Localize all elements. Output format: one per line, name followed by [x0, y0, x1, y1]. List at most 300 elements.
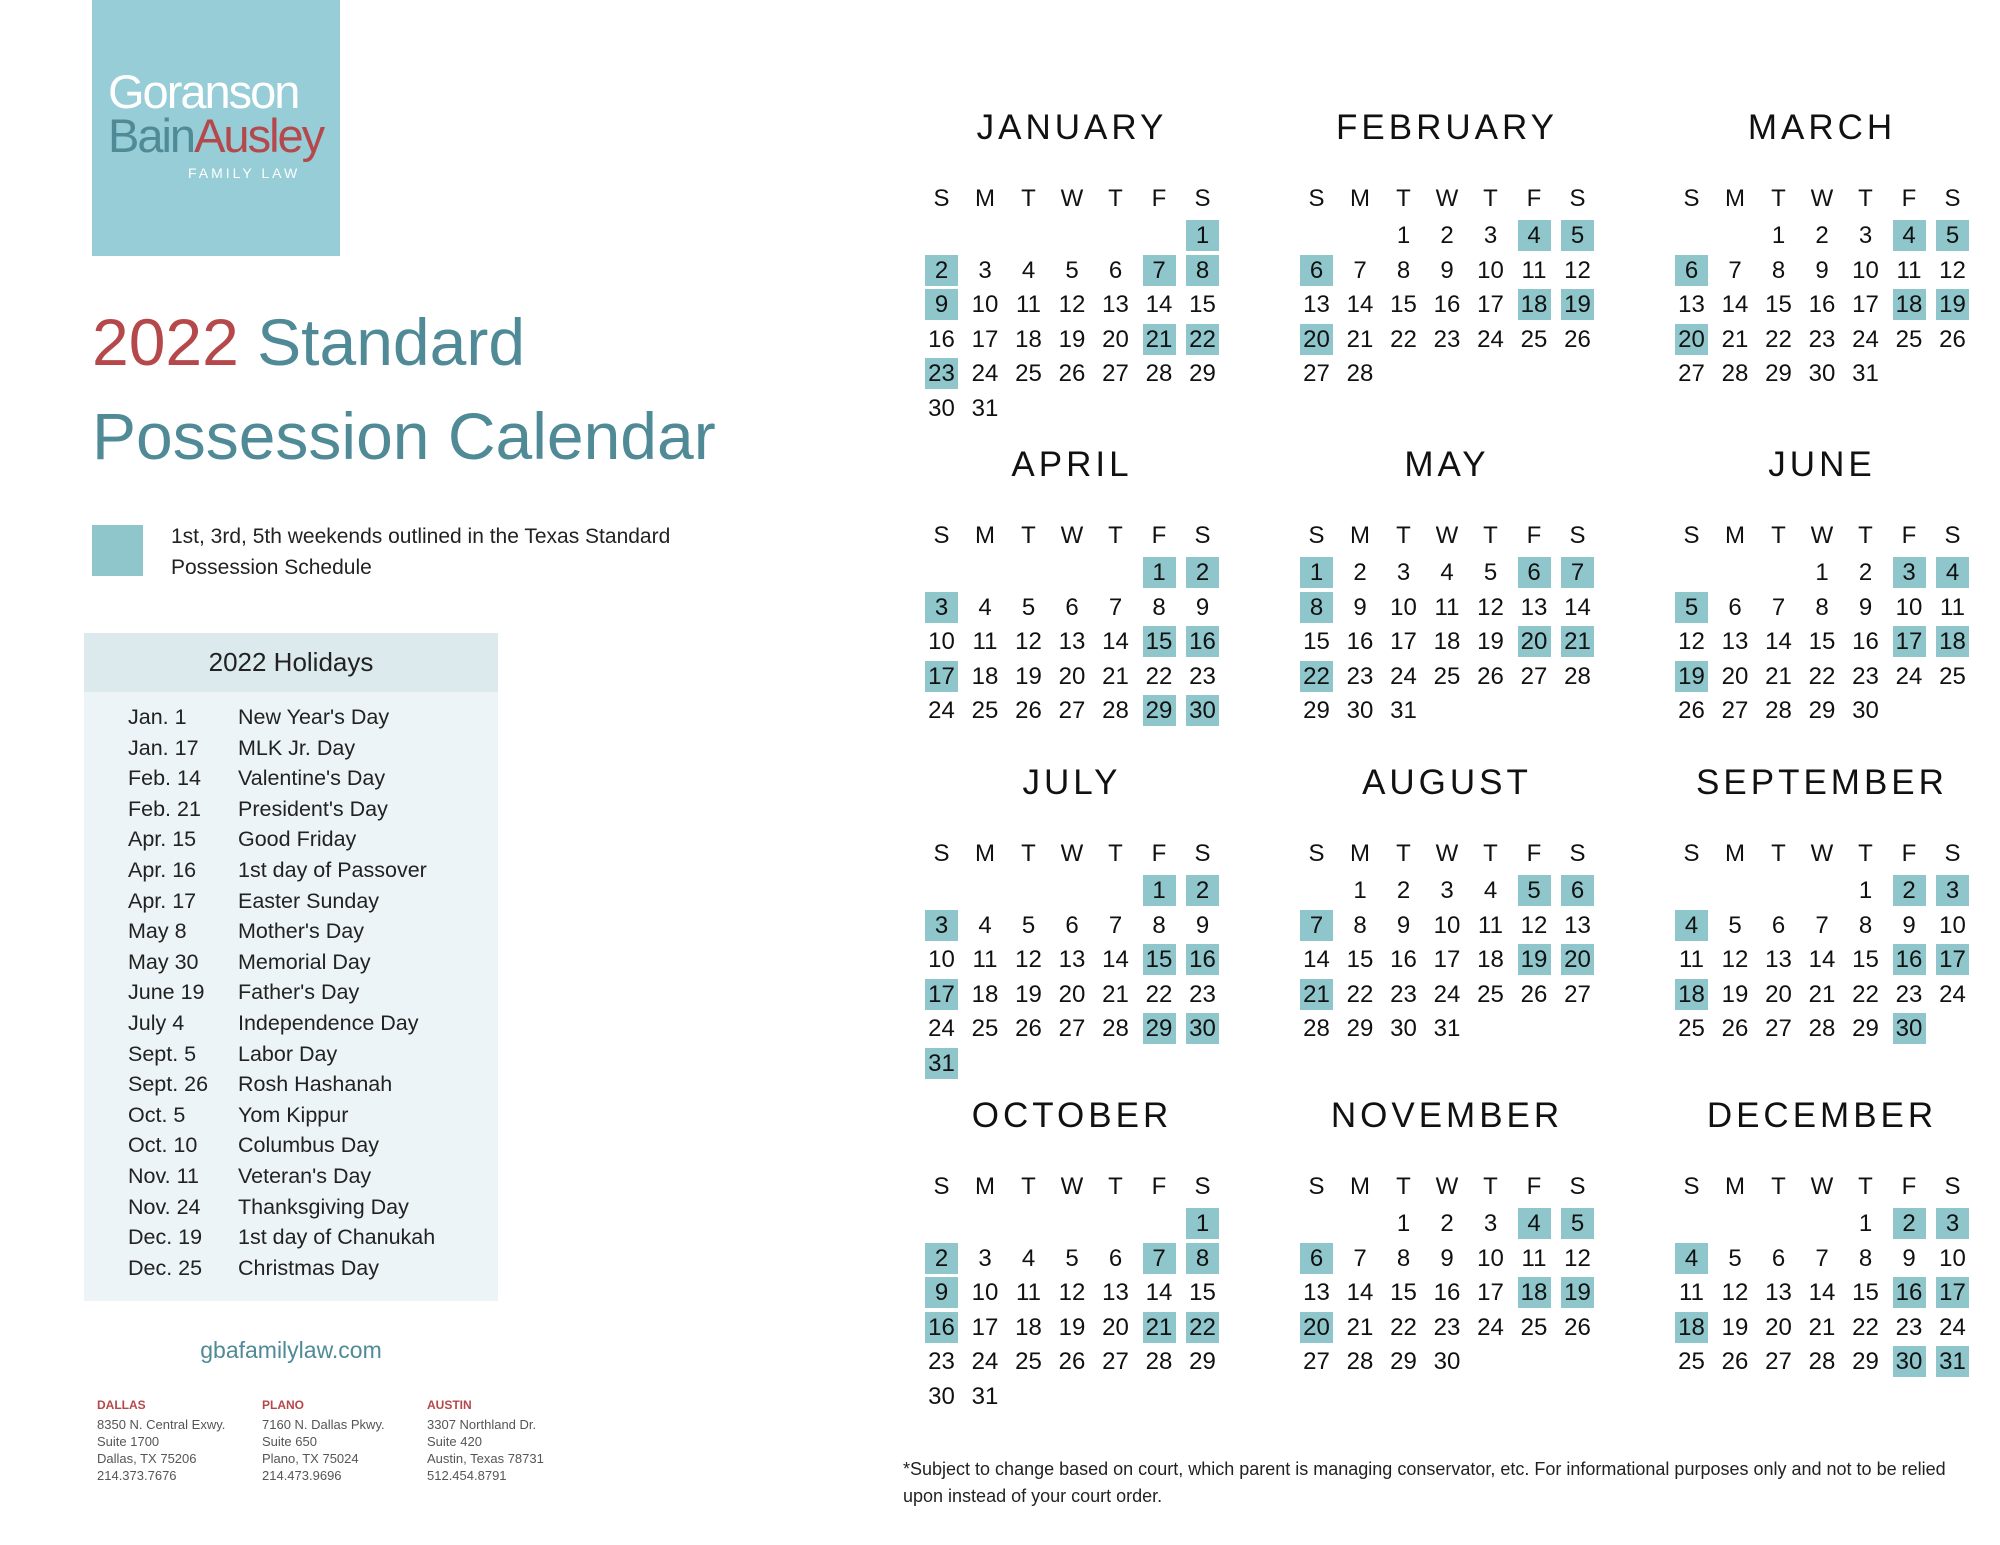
- day-cell: 18: [971, 662, 999, 690]
- holiday-date: Nov. 24: [128, 1194, 201, 1219]
- day-cell: 14: [1102, 628, 1129, 656]
- holiday-name: Good Friday: [238, 827, 357, 852]
- office-austin: [427, 1397, 544, 1484]
- day-cell-highlighted: 18: [1675, 979, 1708, 1010]
- day-cell: 11: [972, 946, 998, 974]
- day-cell: 4: [1021, 256, 1036, 284]
- weekday-header: T: [1771, 185, 1786, 212]
- day-cell: 9: [1195, 911, 1210, 939]
- day-cell: 10: [928, 946, 955, 974]
- day-cell: 16: [1433, 291, 1461, 319]
- day-cell: 26: [1721, 1348, 1749, 1376]
- day-cell: 15: [1390, 1279, 1417, 1307]
- day-cell: 24: [1477, 1313, 1504, 1341]
- day-cell: 28: [1721, 360, 1749, 388]
- day-cell-highlighted: 9: [925, 1277, 958, 1308]
- day-cell: 29: [1189, 1348, 1216, 1376]
- weekday-header: F: [1151, 840, 1167, 867]
- day-cell-highlighted: 18: [1936, 626, 1969, 657]
- day-cell: 12: [1058, 291, 1086, 319]
- day-cell: 15: [1808, 628, 1836, 656]
- day-cell-highlighted: 1: [1186, 1208, 1219, 1239]
- day-cell: 3: [978, 1244, 992, 1272]
- day-cell-highlighted: 2: [1893, 875, 1926, 906]
- day-cell: 21: [1721, 325, 1749, 353]
- holiday-name: 1st day of Passover: [238, 858, 427, 882]
- logo-line1: Goranson: [108, 65, 299, 118]
- day-cell: 5: [1065, 1244, 1079, 1272]
- day-cell-highlighted: 3: [1893, 557, 1926, 588]
- day-cell: 25: [1520, 325, 1548, 353]
- day-cell-highlighted: 1: [1186, 220, 1219, 251]
- day-cell: 12: [1678, 628, 1705, 656]
- day-cell: 17: [1390, 628, 1417, 656]
- day-cell: 12: [1015, 946, 1042, 974]
- weekday-header: T: [1771, 1173, 1786, 1200]
- office-phone: 214.373.7676: [97, 1468, 177, 1483]
- day-cell: 24: [971, 1348, 999, 1376]
- day-cell-highlighted: 17: [925, 661, 958, 692]
- day-cell: 6: [1728, 593, 1742, 621]
- day-cell: 25: [1015, 360, 1042, 388]
- day-cell: 11: [1679, 946, 1704, 974]
- holiday-date: May 8: [128, 919, 187, 944]
- day-cell-highlighted: 19: [1561, 1277, 1594, 1308]
- holiday-name: 1st day of Chanukah: [238, 1225, 436, 1250]
- day-cell: 15: [1189, 1279, 1216, 1307]
- weekday-header: W: [1435, 185, 1459, 212]
- day-cell-highlighted: 3: [925, 592, 958, 623]
- day-cell: 12: [1015, 628, 1042, 656]
- holiday-name: Veteran's Day: [238, 1164, 372, 1188]
- day-cell: 27: [1721, 697, 1749, 725]
- weekday-header: M: [1350, 840, 1370, 867]
- day-cell: 28: [1808, 1348, 1836, 1376]
- day-cell: 7: [1771, 593, 1786, 621]
- holiday-name: Father's Day: [238, 980, 360, 1005]
- day-cell: 26: [1058, 360, 1086, 388]
- day-cell: 30: [1346, 697, 1374, 725]
- weekday-header: W: [1060, 185, 1084, 212]
- day-cell-highlighted: 3: [925, 910, 958, 941]
- day-cell: 23: [1390, 980, 1417, 1008]
- day-cell: 22: [1145, 662, 1173, 690]
- weekday-header: M: [1725, 1173, 1745, 1200]
- day-cell: 15: [1852, 946, 1879, 974]
- day-cell-highlighted: 20: [1300, 1312, 1333, 1343]
- day-cell: 23: [928, 1348, 955, 1376]
- day-cell-highlighted: 30: [1186, 1013, 1219, 1044]
- day-cell: 21: [1808, 1313, 1836, 1341]
- day-cell: 28: [1808, 1015, 1836, 1043]
- weekday-header: T: [1858, 522, 1873, 549]
- day-cell: 29: [1808, 697, 1836, 725]
- day-cell: 15: [1390, 291, 1417, 319]
- day-cell: 8: [1858, 1244, 1873, 1272]
- month-title: DECEMBER: [1706, 1096, 1938, 1135]
- weekday-header: S: [1308, 185, 1325, 212]
- day-cell-highlighted: 5: [1518, 875, 1551, 906]
- day-cell: 19: [1015, 662, 1042, 690]
- day-cell: 1: [1858, 1210, 1873, 1237]
- day-cell: 7: [1353, 256, 1367, 284]
- day-cell: 8: [1152, 593, 1166, 621]
- weekday-header: T: [1483, 840, 1498, 867]
- day-cell: 16: [1346, 628, 1374, 656]
- day-cell: 20: [1765, 980, 1792, 1008]
- day-cell: 14: [1564, 593, 1591, 621]
- weekday-header: M: [975, 1173, 995, 1200]
- day-cell-highlighted: 29: [1143, 1013, 1176, 1044]
- day-cell: 9: [1440, 1244, 1454, 1272]
- weekday-header: W: [1810, 185, 1834, 212]
- day-cell: 6: [1065, 593, 1079, 621]
- day-cell: 21: [1765, 662, 1792, 690]
- day-cell: 5: [1065, 256, 1079, 284]
- day-cell: 29: [1852, 1348, 1879, 1376]
- day-cell: 11: [1434, 593, 1460, 621]
- holiday-date: Nov. 11: [128, 1164, 199, 1188]
- day-cell: 22: [1765, 325, 1792, 353]
- day-cell-highlighted: 21: [1143, 324, 1176, 355]
- day-cell: 12: [1520, 911, 1548, 939]
- day-cell: 24: [1939, 980, 1966, 1008]
- day-cell: 14: [1145, 1279, 1173, 1307]
- day-cell-highlighted: 22: [1186, 1312, 1219, 1343]
- day-cell: 25: [1477, 980, 1504, 1008]
- day-cell: 30: [1390, 1015, 1417, 1043]
- holiday-name: Christmas Day: [238, 1255, 379, 1280]
- weekday-header: S: [1308, 1173, 1325, 1200]
- day-cell: 13: [1102, 291, 1129, 319]
- weekday-header: S: [1944, 1173, 1961, 1200]
- weekday-header: F: [1901, 1173, 1917, 1200]
- day-cell: 4: [1021, 1244, 1036, 1272]
- day-cell-highlighted: 16: [925, 1312, 958, 1343]
- month-title: JULY: [1022, 763, 1122, 802]
- day-cell: 10: [928, 628, 955, 656]
- office-line3: Austin, Texas 78731: [427, 1451, 544, 1466]
- title-line2: Possession Calendar: [92, 399, 716, 473]
- day-cell: 18: [1433, 628, 1461, 656]
- day-cell: 24: [1390, 662, 1417, 690]
- day-cell: 21: [1346, 1313, 1374, 1341]
- day-cell: 24: [1433, 980, 1461, 1008]
- weekday-header: T: [1021, 185, 1036, 212]
- weekday-header: F: [1526, 840, 1542, 867]
- day-cell-highlighted: 2: [1186, 875, 1219, 906]
- day-cell: 11: [1679, 1279, 1704, 1307]
- day-cell-highlighted: 19: [1936, 289, 1969, 320]
- day-cell: 3: [1858, 222, 1873, 249]
- weekday-header: T: [1858, 185, 1873, 212]
- day-cell-highlighted: 8: [1186, 1243, 1219, 1274]
- day-cell-highlighted: 7: [1143, 1243, 1176, 1274]
- holiday-name: Valentine's Day: [238, 766, 386, 791]
- weekday-header: S: [933, 1173, 950, 1200]
- day-cell: 13: [1721, 628, 1749, 656]
- day-cell-highlighted: 18: [1518, 1277, 1551, 1308]
- day-cell: 13: [1102, 1279, 1129, 1307]
- day-cell-highlighted: 23: [925, 358, 958, 389]
- weekday-header: M: [1350, 185, 1370, 212]
- day-cell: 18: [1015, 1313, 1042, 1341]
- office-phone: 512.454.8791: [427, 1468, 507, 1483]
- day-cell: 20: [1102, 325, 1129, 353]
- weekday-header: T: [1396, 185, 1411, 212]
- weekday-header: F: [1526, 522, 1542, 549]
- weekday-header: W: [1435, 1173, 1459, 1200]
- holiday-date: Jan. 1: [128, 705, 187, 729]
- day-cell-highlighted: 15: [1143, 944, 1176, 975]
- day-cell: 29: [1765, 360, 1792, 388]
- day-cell: 8: [1396, 256, 1411, 284]
- day-cell-highlighted: 4: [1675, 1243, 1708, 1274]
- weekday-header: S: [1683, 840, 1700, 867]
- weekday-header: S: [1683, 185, 1700, 212]
- day-cell: 27: [1678, 360, 1705, 388]
- day-cell: 11: [1896, 256, 1922, 284]
- month-title: AUGUST: [1362, 763, 1532, 802]
- office-city: AUSTIN: [427, 1398, 472, 1412]
- weekday-header: W: [1060, 522, 1084, 549]
- day-cell: 11: [1521, 1244, 1547, 1272]
- weekday-header: S: [1194, 1173, 1211, 1200]
- day-cell-highlighted: 5: [1675, 592, 1708, 623]
- day-cell: 12: [1939, 256, 1966, 284]
- day-cell: 4: [1440, 559, 1454, 586]
- day-cell: 14: [1102, 946, 1129, 974]
- weekday-header: T: [1483, 185, 1498, 212]
- day-cell: 25: [1678, 1015, 1705, 1043]
- day-cell-highlighted: 30: [1893, 1346, 1926, 1377]
- day-cell-highlighted: 21: [1300, 979, 1333, 1010]
- day-cell: 9: [1195, 593, 1210, 621]
- day-cell-highlighted: 3: [1936, 1208, 1969, 1239]
- day-cell: 29: [1303, 697, 1330, 725]
- holiday-date: Dec. 19: [128, 1225, 203, 1250]
- day-cell-highlighted: 2: [1893, 1208, 1926, 1239]
- day-cell-highlighted: 16: [1186, 626, 1219, 657]
- month-title: MAY: [1404, 445, 1490, 484]
- weekday-header: W: [1435, 840, 1459, 867]
- day-cell: 13: [1058, 628, 1086, 656]
- month-title: APRIL: [1011, 445, 1133, 484]
- weekday-header: S: [1569, 522, 1586, 549]
- weekday-header: S: [1944, 522, 1961, 549]
- day-cell: 14: [1721, 291, 1749, 319]
- weekday-header: W: [1810, 1173, 1834, 1200]
- day-cell: 13: [1765, 946, 1792, 974]
- day-cell: 26: [1939, 325, 1966, 353]
- day-cell-highlighted: 2: [925, 255, 958, 286]
- day-cell: 29: [1346, 1015, 1374, 1043]
- day-cell: 31: [971, 1383, 999, 1410]
- day-cell: 23: [1808, 325, 1836, 353]
- holiday-date: Dec. 25: [128, 1255, 203, 1280]
- day-cell: 16: [1852, 628, 1879, 656]
- day-cell: 16: [928, 325, 955, 353]
- day-cell-highlighted: 7: [1143, 255, 1176, 286]
- day-cell: 19: [1058, 1313, 1086, 1341]
- weekday-header: T: [1021, 1173, 1036, 1200]
- page-title: [92, 295, 716, 483]
- logo-ausley: Ausley: [194, 109, 324, 162]
- day-cell-highlighted: 31: [925, 1048, 958, 1079]
- day-cell: 31: [971, 395, 999, 422]
- day-cell-highlighted: 4: [1675, 910, 1708, 941]
- day-cell: 26: [1015, 697, 1042, 725]
- weekday-header: T: [1021, 522, 1036, 549]
- day-cell-highlighted: 1: [1143, 875, 1176, 906]
- day-cell-highlighted: 4: [1936, 557, 1969, 588]
- day-cell-highlighted: 18: [1518, 289, 1551, 320]
- office-line2: Suite 650: [262, 1434, 317, 1449]
- day-cell: 2: [1440, 222, 1454, 249]
- day-cell: 27: [1102, 360, 1129, 388]
- day-cell-highlighted: 6: [1675, 255, 1708, 286]
- day-cell: 8: [1771, 256, 1786, 284]
- day-cell: 19: [1058, 325, 1086, 353]
- day-cell: 6: [1108, 256, 1123, 284]
- holiday-date: June 19: [128, 980, 205, 1005]
- day-cell: 13: [1058, 946, 1086, 974]
- day-cell-highlighted: 5: [1561, 1208, 1594, 1239]
- day-cell: 11: [1016, 291, 1041, 319]
- day-cell-highlighted: 16: [1893, 1277, 1926, 1308]
- day-cell-highlighted: 30: [1186, 695, 1219, 726]
- day-cell: 28: [1145, 360, 1173, 388]
- day-cell: 28: [1102, 1015, 1129, 1043]
- day-cell: 15: [1852, 1279, 1879, 1307]
- weekday-header: F: [1151, 522, 1167, 549]
- weekday-header: S: [1683, 1173, 1700, 1200]
- day-cell: 23: [1895, 1313, 1923, 1341]
- day-cell: 11: [1521, 256, 1547, 284]
- day-cell: 10: [1939, 911, 1966, 939]
- day-cell-highlighted: 17: [1893, 626, 1926, 657]
- day-cell: 24: [1939, 1313, 1966, 1341]
- title-year: 2022: [92, 305, 239, 379]
- day-cell: 4: [1483, 877, 1498, 904]
- day-cell: 15: [1189, 291, 1216, 319]
- day-cell-highlighted: 7: [1561, 557, 1594, 588]
- day-cell: 18: [1477, 946, 1504, 974]
- day-cell: 1: [1396, 1210, 1411, 1237]
- day-cell: 18: [1015, 325, 1042, 353]
- weekday-header: F: [1901, 840, 1917, 867]
- day-cell: 24: [1477, 325, 1504, 353]
- day-cell: 1: [1815, 559, 1829, 586]
- month-title: MARCH: [1747, 108, 1897, 147]
- day-cell: 24: [971, 360, 999, 388]
- holiday-date: Apr. 15: [128, 827, 197, 852]
- day-cell: 30: [1433, 1348, 1461, 1376]
- day-cell-highlighted: 6: [1300, 255, 1333, 286]
- day-cell: 23: [1189, 980, 1216, 1008]
- day-cell: 12: [1058, 1279, 1086, 1307]
- day-cell: 25: [1678, 1348, 1705, 1376]
- day-cell: 14: [1808, 1279, 1836, 1307]
- day-cell-highlighted: 2: [925, 1243, 958, 1274]
- office-line2: Suite 1700: [97, 1434, 160, 1449]
- day-cell: 19: [1015, 980, 1042, 1008]
- weekday-header: T: [1396, 840, 1411, 867]
- day-cell: 10: [971, 1279, 999, 1307]
- day-cell: 12: [1564, 1244, 1591, 1272]
- legend-swatch: [92, 525, 143, 576]
- website-link[interactable]: gbafamilylaw.com: [200, 1337, 382, 1363]
- day-cell: 28: [1145, 1348, 1173, 1376]
- day-cell: 30: [928, 395, 955, 422]
- day-cell: 14: [1346, 1279, 1374, 1307]
- weekday-header: S: [1308, 840, 1325, 867]
- day-cell: 13: [1303, 291, 1330, 319]
- day-cell: 27: [1303, 360, 1330, 388]
- weekday-header: M: [975, 840, 995, 867]
- day-cell: 10: [1433, 911, 1461, 939]
- day-cell-highlighted: 21: [1561, 626, 1594, 657]
- day-cell: 22: [1852, 980, 1879, 1008]
- weekday-header: W: [1435, 522, 1459, 549]
- day-cell: 31: [1390, 697, 1417, 725]
- day-cell-highlighted: 4: [1518, 1208, 1551, 1239]
- weekday-header: S: [1308, 522, 1325, 549]
- day-cell: 25: [971, 1015, 999, 1043]
- day-cell: 17: [1433, 946, 1461, 974]
- day-cell: 13: [1765, 1279, 1792, 1307]
- day-cell: 25: [1433, 662, 1461, 690]
- day-cell: 24: [928, 697, 955, 725]
- day-cell: 6: [1771, 911, 1786, 939]
- day-cell: 11: [1478, 911, 1503, 939]
- day-cell: 14: [1808, 946, 1836, 974]
- day-cell: 11: [972, 628, 998, 656]
- day-cell: 5: [1728, 911, 1742, 939]
- weekday-header: W: [1060, 1173, 1084, 1200]
- day-cell: 11: [1940, 593, 1965, 621]
- day-cell: 27: [1058, 1015, 1086, 1043]
- day-cell-highlighted: 8: [1186, 255, 1219, 286]
- day-cell: 17: [971, 325, 999, 353]
- day-cell: 5: [1021, 911, 1036, 939]
- day-cell: 6: [1065, 911, 1079, 939]
- day-cell: 14: [1303, 946, 1330, 974]
- day-cell: 26: [1678, 697, 1705, 725]
- disclaimer: *Subject to change based on court, which parent is managing conservator, etc. For informational purposes only and not to be relied upon instead of your court order.: [903, 1459, 1946, 1506]
- day-cell: 20: [1058, 662, 1086, 690]
- weekday-header: S: [1683, 522, 1700, 549]
- day-cell: 20: [1765, 1313, 1792, 1341]
- day-cell: 4: [978, 593, 992, 621]
- day-cell: 12: [1564, 256, 1591, 284]
- day-cell: 15: [1303, 628, 1330, 656]
- day-cell-highlighted: 16: [1893, 944, 1926, 975]
- day-cell-highlighted: 2: [1186, 557, 1219, 588]
- day-cell: 2: [1815, 222, 1829, 249]
- day-cell: 9: [1902, 1244, 1916, 1272]
- weekday-header: T: [1396, 1173, 1411, 1200]
- weekday-header: T: [1108, 1173, 1123, 1200]
- holiday-name: New Year's Day: [238, 705, 390, 729]
- holiday-date: Sept. 5: [128, 1041, 197, 1066]
- office-plano: [262, 1397, 385, 1484]
- day-cell-highlighted: 6: [1300, 1243, 1333, 1274]
- day-cell: 27: [1520, 662, 1548, 690]
- day-cell: 7: [1353, 1244, 1367, 1272]
- day-cell: 23: [1346, 662, 1374, 690]
- day-cell-highlighted: 22: [1300, 661, 1333, 692]
